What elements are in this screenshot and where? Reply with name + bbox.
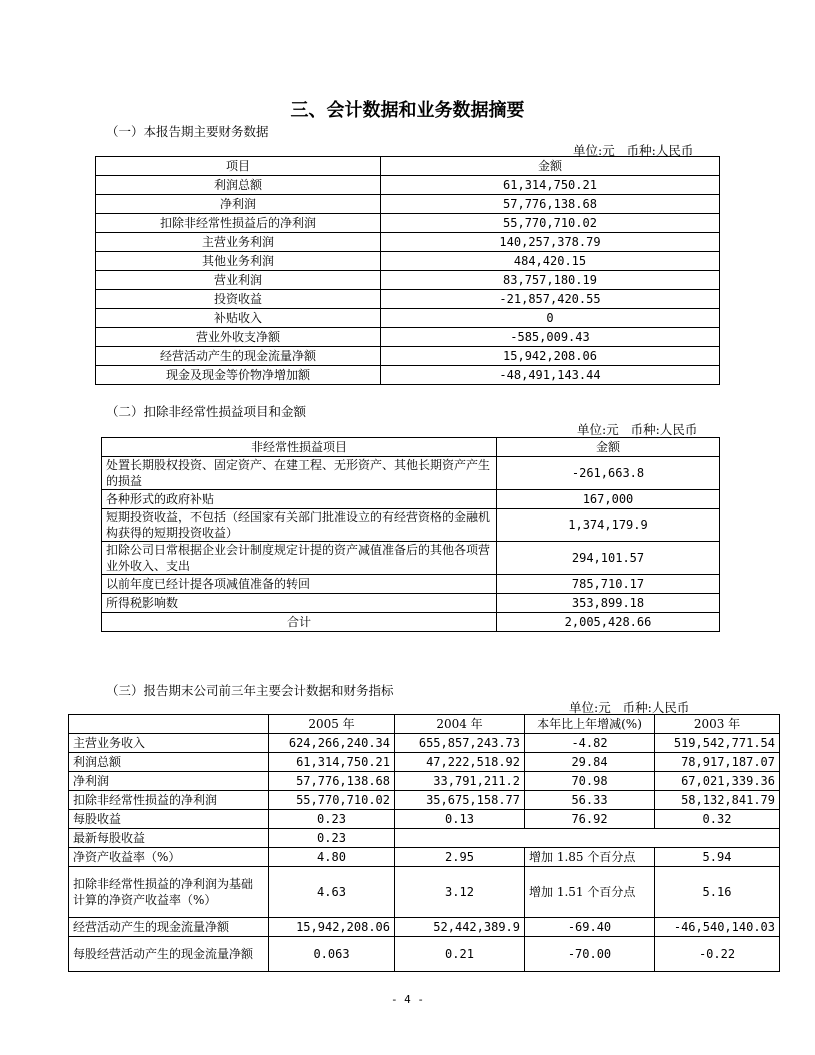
table-row bbox=[69, 829, 780, 848]
value-2003: 5.94 bbox=[655, 848, 780, 867]
value-change: 76.92 bbox=[525, 810, 655, 829]
value-2004: 35,675,158.77 bbox=[395, 791, 525, 810]
value-2003: 519,542,771.54 bbox=[655, 734, 780, 753]
value-2004: 0.21 bbox=[395, 937, 525, 972]
row-label: 其他业务利润 bbox=[96, 252, 381, 271]
row-label: 现金及现金等价物净增加额 bbox=[96, 366, 381, 385]
table-row bbox=[102, 575, 720, 594]
value-2004: 52,442,389.9 bbox=[395, 918, 525, 937]
value-2003: 0.32 bbox=[655, 810, 780, 829]
value-2003: 5.16 bbox=[655, 867, 780, 918]
header-2004: 2004 年 bbox=[395, 715, 525, 734]
header-change: 本年比上年增减(%) bbox=[525, 715, 655, 734]
row-value: 15,942,208.06 bbox=[381, 347, 720, 366]
value-2004 bbox=[395, 829, 525, 848]
value-2004: 3.12 bbox=[395, 867, 525, 918]
value-change bbox=[525, 829, 655, 848]
value-2005: 0.23 bbox=[269, 829, 395, 848]
row-label: 营业利润 bbox=[96, 271, 381, 290]
value-2005: 0.063 bbox=[269, 937, 395, 972]
row-label: 净利润 bbox=[69, 772, 269, 791]
section2-unit: 单位:元 币种:人民币 bbox=[577, 422, 698, 437]
row-value: 55,770,710.02 bbox=[381, 214, 720, 233]
value-2005: 55,770,710.02 bbox=[269, 791, 395, 810]
table-row bbox=[96, 195, 720, 214]
row-value: -261,663.8 bbox=[497, 457, 720, 490]
page-number: - 4 - bbox=[390, 993, 425, 1006]
three-year-data-table bbox=[68, 714, 780, 972]
row-label: 最新每股收益 bbox=[69, 829, 269, 848]
row-label: 扣除非经常性损益后的净利润 bbox=[96, 214, 381, 233]
row-label: 净资产收益率（%） bbox=[69, 848, 269, 867]
value-change: 增加 1.85 个百分点 bbox=[525, 848, 655, 867]
value-2005: 0.23 bbox=[269, 810, 395, 829]
table-row bbox=[96, 290, 720, 309]
value-2005: 4.80 bbox=[269, 848, 395, 867]
header-item: 非经常性损益项目 bbox=[102, 438, 497, 457]
page-title: 三、会计数据和业务数据摘要 bbox=[290, 100, 525, 121]
row-label: 各种形式的政府补贴 bbox=[102, 490, 497, 509]
value-2003 bbox=[655, 829, 780, 848]
value-2005: 4.63 bbox=[269, 867, 395, 918]
value-change: 29.84 bbox=[525, 753, 655, 772]
value-2004: 2.95 bbox=[395, 848, 525, 867]
row-label: 营业外收支净额 bbox=[96, 328, 381, 347]
row-value: 1,374,179.9 bbox=[497, 509, 720, 542]
section1-heading: （一）本报告期主要财务数据 bbox=[106, 124, 269, 139]
value-2003: -0.22 bbox=[655, 937, 780, 972]
value-change: -70.00 bbox=[525, 937, 655, 972]
row-value: -21,857,420.55 bbox=[381, 290, 720, 309]
row-label: 净利润 bbox=[96, 195, 381, 214]
row-value: 353,899.18 bbox=[497, 594, 720, 613]
table-row bbox=[96, 214, 720, 233]
row-value: 83,757,180.19 bbox=[381, 271, 720, 290]
header-amount: 金额 bbox=[497, 438, 720, 457]
row-label: 每股收益 bbox=[69, 810, 269, 829]
table-header-row bbox=[102, 438, 720, 457]
table-header-row bbox=[69, 715, 780, 734]
table-row bbox=[96, 309, 720, 328]
row-label: 短期投资收益，不包括（经国家有关部门批准设立的有经营资格的金融机构获得的短期投资收益） bbox=[102, 509, 497, 542]
table-row bbox=[69, 753, 780, 772]
row-label: 利润总额 bbox=[69, 753, 269, 772]
value-2005: 61,314,750.21 bbox=[269, 753, 395, 772]
section2-heading: （二）扣除非经常性损益项目和金额 bbox=[106, 404, 307, 419]
row-value: 294,101.57 bbox=[497, 542, 720, 575]
value-2005: 57,776,138.68 bbox=[269, 772, 395, 791]
table-row bbox=[96, 176, 720, 195]
table-row bbox=[96, 347, 720, 366]
row-value: 0 bbox=[381, 309, 720, 328]
row-label: 补贴收入 bbox=[96, 309, 381, 328]
section1-unit: 单位:元 币种:人民币 bbox=[573, 143, 694, 158]
row-label: 扣除非经常性损益的净利润为基础计算的净资产收益率（%） bbox=[69, 867, 269, 918]
row-value: 140,257,378.79 bbox=[381, 233, 720, 252]
row-label: 以前年度已经计提各项减值准备的转回 bbox=[102, 575, 497, 594]
row-label: 所得税影响数 bbox=[102, 594, 497, 613]
row-label: 投资收益 bbox=[96, 290, 381, 309]
row-label: 经营活动产生的现金流量净额 bbox=[69, 918, 269, 937]
row-value: 57,776,138.68 bbox=[381, 195, 720, 214]
table-row bbox=[96, 252, 720, 271]
table-row bbox=[69, 772, 780, 791]
row-value: 484,420.15 bbox=[381, 252, 720, 271]
table-row bbox=[96, 271, 720, 290]
table-row bbox=[69, 734, 780, 753]
value-2003: 67,021,339.36 bbox=[655, 772, 780, 791]
row-value: 167,000 bbox=[497, 490, 720, 509]
header-2003: 2003 年 bbox=[655, 715, 780, 734]
value-change: 70.98 bbox=[525, 772, 655, 791]
section3-heading: （三）报告期末公司前三年主要会计数据和财务指标 bbox=[106, 683, 394, 698]
table-row bbox=[102, 457, 720, 490]
table-row bbox=[69, 791, 780, 810]
value-2003: 78,917,187.07 bbox=[655, 753, 780, 772]
table-row bbox=[102, 594, 720, 613]
row-label: 扣除非经常性损益的净利润 bbox=[69, 791, 269, 810]
row-label: 主营业务利润 bbox=[96, 233, 381, 252]
financial-data-table bbox=[95, 156, 720, 385]
row-value: 785,710.17 bbox=[497, 575, 720, 594]
value-change: 56.33 bbox=[525, 791, 655, 810]
row-value: 61,314,750.21 bbox=[381, 176, 720, 195]
row-label: 主营业务收入 bbox=[69, 734, 269, 753]
value-change: -69.40 bbox=[525, 918, 655, 937]
row-label: 处置长期股权投资、固定资产、在建工程、无形资产、其他长期资产产生的损益 bbox=[102, 457, 497, 490]
row-label: 每股经营活动产生的现金流量净额 bbox=[69, 937, 269, 972]
table-row bbox=[69, 848, 780, 867]
row-label: 利润总额 bbox=[96, 176, 381, 195]
header-blank bbox=[69, 715, 269, 734]
table-row bbox=[69, 937, 780, 972]
non-recurring-items-table bbox=[101, 437, 720, 632]
table-header-row bbox=[96, 157, 720, 176]
value-2004: 47,222,518.92 bbox=[395, 753, 525, 772]
table-row bbox=[96, 328, 720, 347]
table-row bbox=[69, 918, 780, 937]
value-2005: 624,266,240.34 bbox=[269, 734, 395, 753]
table-row bbox=[102, 509, 720, 542]
total-label: 合计 bbox=[102, 613, 497, 632]
section3-unit: 单位:元 币种:人民币 bbox=[569, 700, 690, 715]
row-label: 经营活动产生的现金流量净额 bbox=[96, 347, 381, 366]
value-change: -4.82 bbox=[525, 734, 655, 753]
table-row bbox=[69, 810, 780, 829]
value-2004: 33,791,211.2 bbox=[395, 772, 525, 791]
row-label: 扣除公司日常根据企业会计制度规定计提的资产减值准备后的其他各项营业外收入、支出 bbox=[102, 542, 497, 575]
table-row bbox=[96, 233, 720, 252]
table-row bbox=[102, 490, 720, 509]
header-2005: 2005 年 bbox=[269, 715, 395, 734]
value-2005: 15,942,208.06 bbox=[269, 918, 395, 937]
row-value: -48,491,143.44 bbox=[381, 366, 720, 385]
table-row bbox=[96, 366, 720, 385]
value-2004: 0.13 bbox=[395, 810, 525, 829]
header-item: 项目 bbox=[96, 157, 381, 176]
row-value: -585,009.43 bbox=[381, 328, 720, 347]
table-total-row bbox=[102, 613, 720, 632]
header-amount: 金额 bbox=[381, 157, 720, 176]
table-row bbox=[102, 542, 720, 575]
total-value: 2,005,428.66 bbox=[497, 613, 720, 632]
value-2004: 655,857,243.73 bbox=[395, 734, 525, 753]
value-change: 增加 1.51 个百分点 bbox=[525, 867, 655, 918]
value-2003: -46,540,140.03 bbox=[655, 918, 780, 937]
value-2003: 58,132,841.79 bbox=[655, 791, 780, 810]
table-row bbox=[69, 867, 780, 918]
